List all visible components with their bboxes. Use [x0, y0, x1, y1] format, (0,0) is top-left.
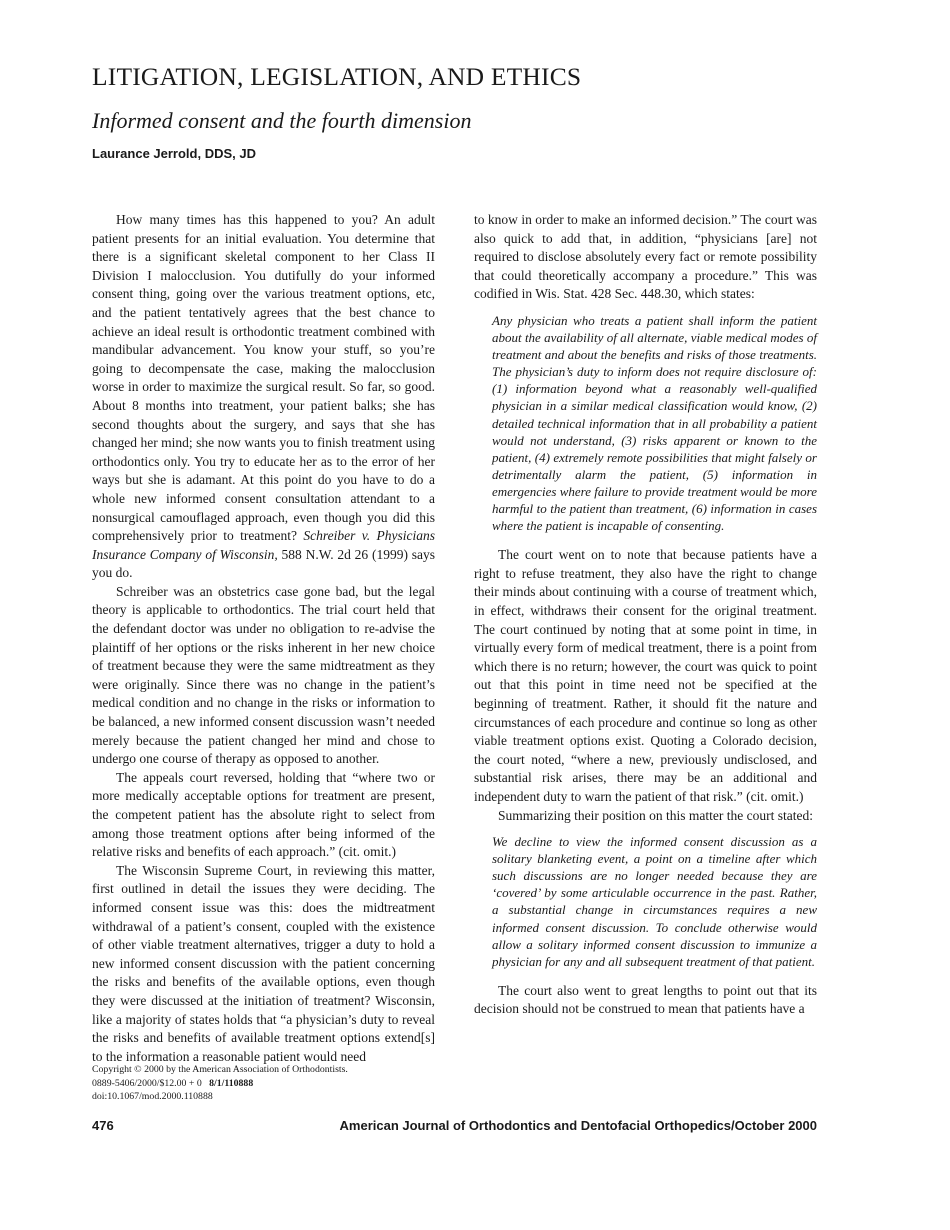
right-column: [474, 211, 817, 1019]
copyright-notice: [92, 1063, 348, 1104]
case-citation: Schreiber v. Physicians Insurance Company of Wisconsin,: [92, 528, 435, 562]
paragraph: [92, 211, 435, 583]
paragraph: to know in order to make an informed decision.” The court was also quick to add that, in addition, “physicians [are] not required to disclose absolutely every fact or remote possibility that could theoretically accompany a procedure.” This was codified in Wis. Stat. 428 Sec. 448.30, which states:: [474, 212, 817, 302]
section-heading: LITIGATION, LEGISLATION, AND ETHICS: [92, 62, 582, 91]
copyright-line: Copyright © 2000 by the American Association of Orthodontists.: [92, 1064, 348, 1075]
paragraph: The appeals court reversed, holding that “where two or more medically acceptable options for treatment are present, the competent patient has the absolute right to select from among those treatment options after being informed of the relative risks and benefits of each approach.” (cit. omit.): [92, 769, 435, 860]
court-quote: We decline to view the informed consent discussion as a solitary blanketing event, a point on a timeline after which such discussions are no longer needed because they are ‘covered’ by some articulable occurrence in the past. Rather, a substantial change in circumstances requires a new informed consent discussion. To conclude otherwise would allow a solitary informed consent discussion to immunize a physician for any and all subsequent treatment of that patient.: [492, 834, 817, 969]
journal-footer: American Journal of Orthodontics and Dentofacial Orthopedics/October 2000: [339, 1118, 817, 1133]
paragraph-text: 588 N.W. 2d 26 (1999) says you do.: [92, 546, 435, 581]
article-title: Informed consent and the fourth dimension: [92, 108, 472, 133]
paragraph: The court went on to note that because patients have a right to refuse treatment, they also have the right to change their minds about continuing with a course of treatment which, in effect, withdraws their consent for the original treatment. The court continued by noting that at some point in time, in virtually every form of medical treatment, there is a point from which there is no return; however, the court was quick to point out that this point in time need not be specified at the beginning of treatment. Rather, it should fit the nature and circumstances of each procedure and continue so long as other viable treatment options exist. Quoting a Colorado decision, the court noted, “where a new, previously undisclosed, and substantial risk arises, there may be an additional and independent duty to warn the patient of that risk.” (cit. omit.): [474, 547, 817, 804]
statute-quote: Any physician who treats a patient shall inform the patient about the availability of all alternate, viable medical modes of treatment and about the benefits and risks of those treatments. The physician’s duty to inform does not require disclosure of: (1) information beyond what a reasonably well-qualified physician in a similar medical classification would know, (2) detailed technical information that in all probability a patient would not understand, (3) risks apparent or known to the patient, (4) extremely remote possibilities that might falsely or detrimentally alarm the patient, (5) information in emergencies where failure to provide treatment would be more harmful to the patient than treatment, (6) information in cases where the patient is incapable of consenting.: [492, 312, 817, 534]
doi-line: doi:10.1067/mod.2000.110888: [92, 1091, 213, 1103]
article-code: 8/1/110888: [209, 1077, 254, 1089]
left-column: [92, 211, 435, 1066]
page-number: 476: [92, 1118, 114, 1133]
paragraph: The Wisconsin Supreme Court, in reviewing this matter, first outlined in detail the issues they were deciding. The informed consent issue was this: does the midtreatment withdrawal of a patient’s consent, coupled with the existence of other viable treatment alternatives, trigger a duty to hold a new informed consent discussion with the patient concerning the risks and benefits of the available options, even though they were discussed at the initiation of treatment? Wisconsin, like a majority of states holds that “a physician’s duty to reveal the risks and benefits of available treatment options extend[s] to the information a reasonable patient would need: [92, 862, 435, 1064]
paragraph-text: How many times has this happened to you? An adult patient presents for an initial evaluation. You determine that there is a significant skeletal component to her Class II Division I malocclusion. You dutifully do your informed consent thing, going over the various treatment options, etc, and the patient tentatively agrees that the best chance to achieve an ideal result is orthodontic treatment combined with mandibular advancement. You know your stuff, so you’re going to decompensate the case, making the malocclusion worse in order to maximize the surgical result. So far, so good. About 8 months into treatment, your patient balks; she has second thoughts about the surgery, and says that she has changed her mind; she now wants you to finish treatment using orthodontics only. You try to educate her as to the error of her ways but she is adamant. At this point do you have to do a whole new informed consent consultation attendant to a nonsurgical camouflaged approach, even though you did this comprehensively prior to treatment?: [92, 212, 435, 544]
paragraph: The court also went to great lengths to point out that its decision should not be construed to mean that patients have a: [474, 982, 817, 1017]
author-byline: Laurance Jerrold, DDS, JD: [92, 146, 256, 161]
issn-line: [92, 1077, 348, 1091]
issn-text: 0889-5406/2000/$12.00 + 0: [92, 1077, 202, 1089]
paragraph: Summarizing their position on this matter the court stated:: [498, 807, 813, 823]
paragraph: Schreiber was an obstetrics case gone bad, but the legal theory is applicable to orthodontics. The trial court held that the defendant doctor was under no obligation to re-advise the plaintiff of her options or the risks inherent in her new choice of treatment because they were the same midtreatment as they were originally. Since there was no change in the patient’s medical condition and no change in the risks or information to be balanced, a new informed consent discussion wasn’t needed merely because the patient changed her mind and chose to undergo one course of therapy as opposed to another.: [92, 583, 435, 767]
